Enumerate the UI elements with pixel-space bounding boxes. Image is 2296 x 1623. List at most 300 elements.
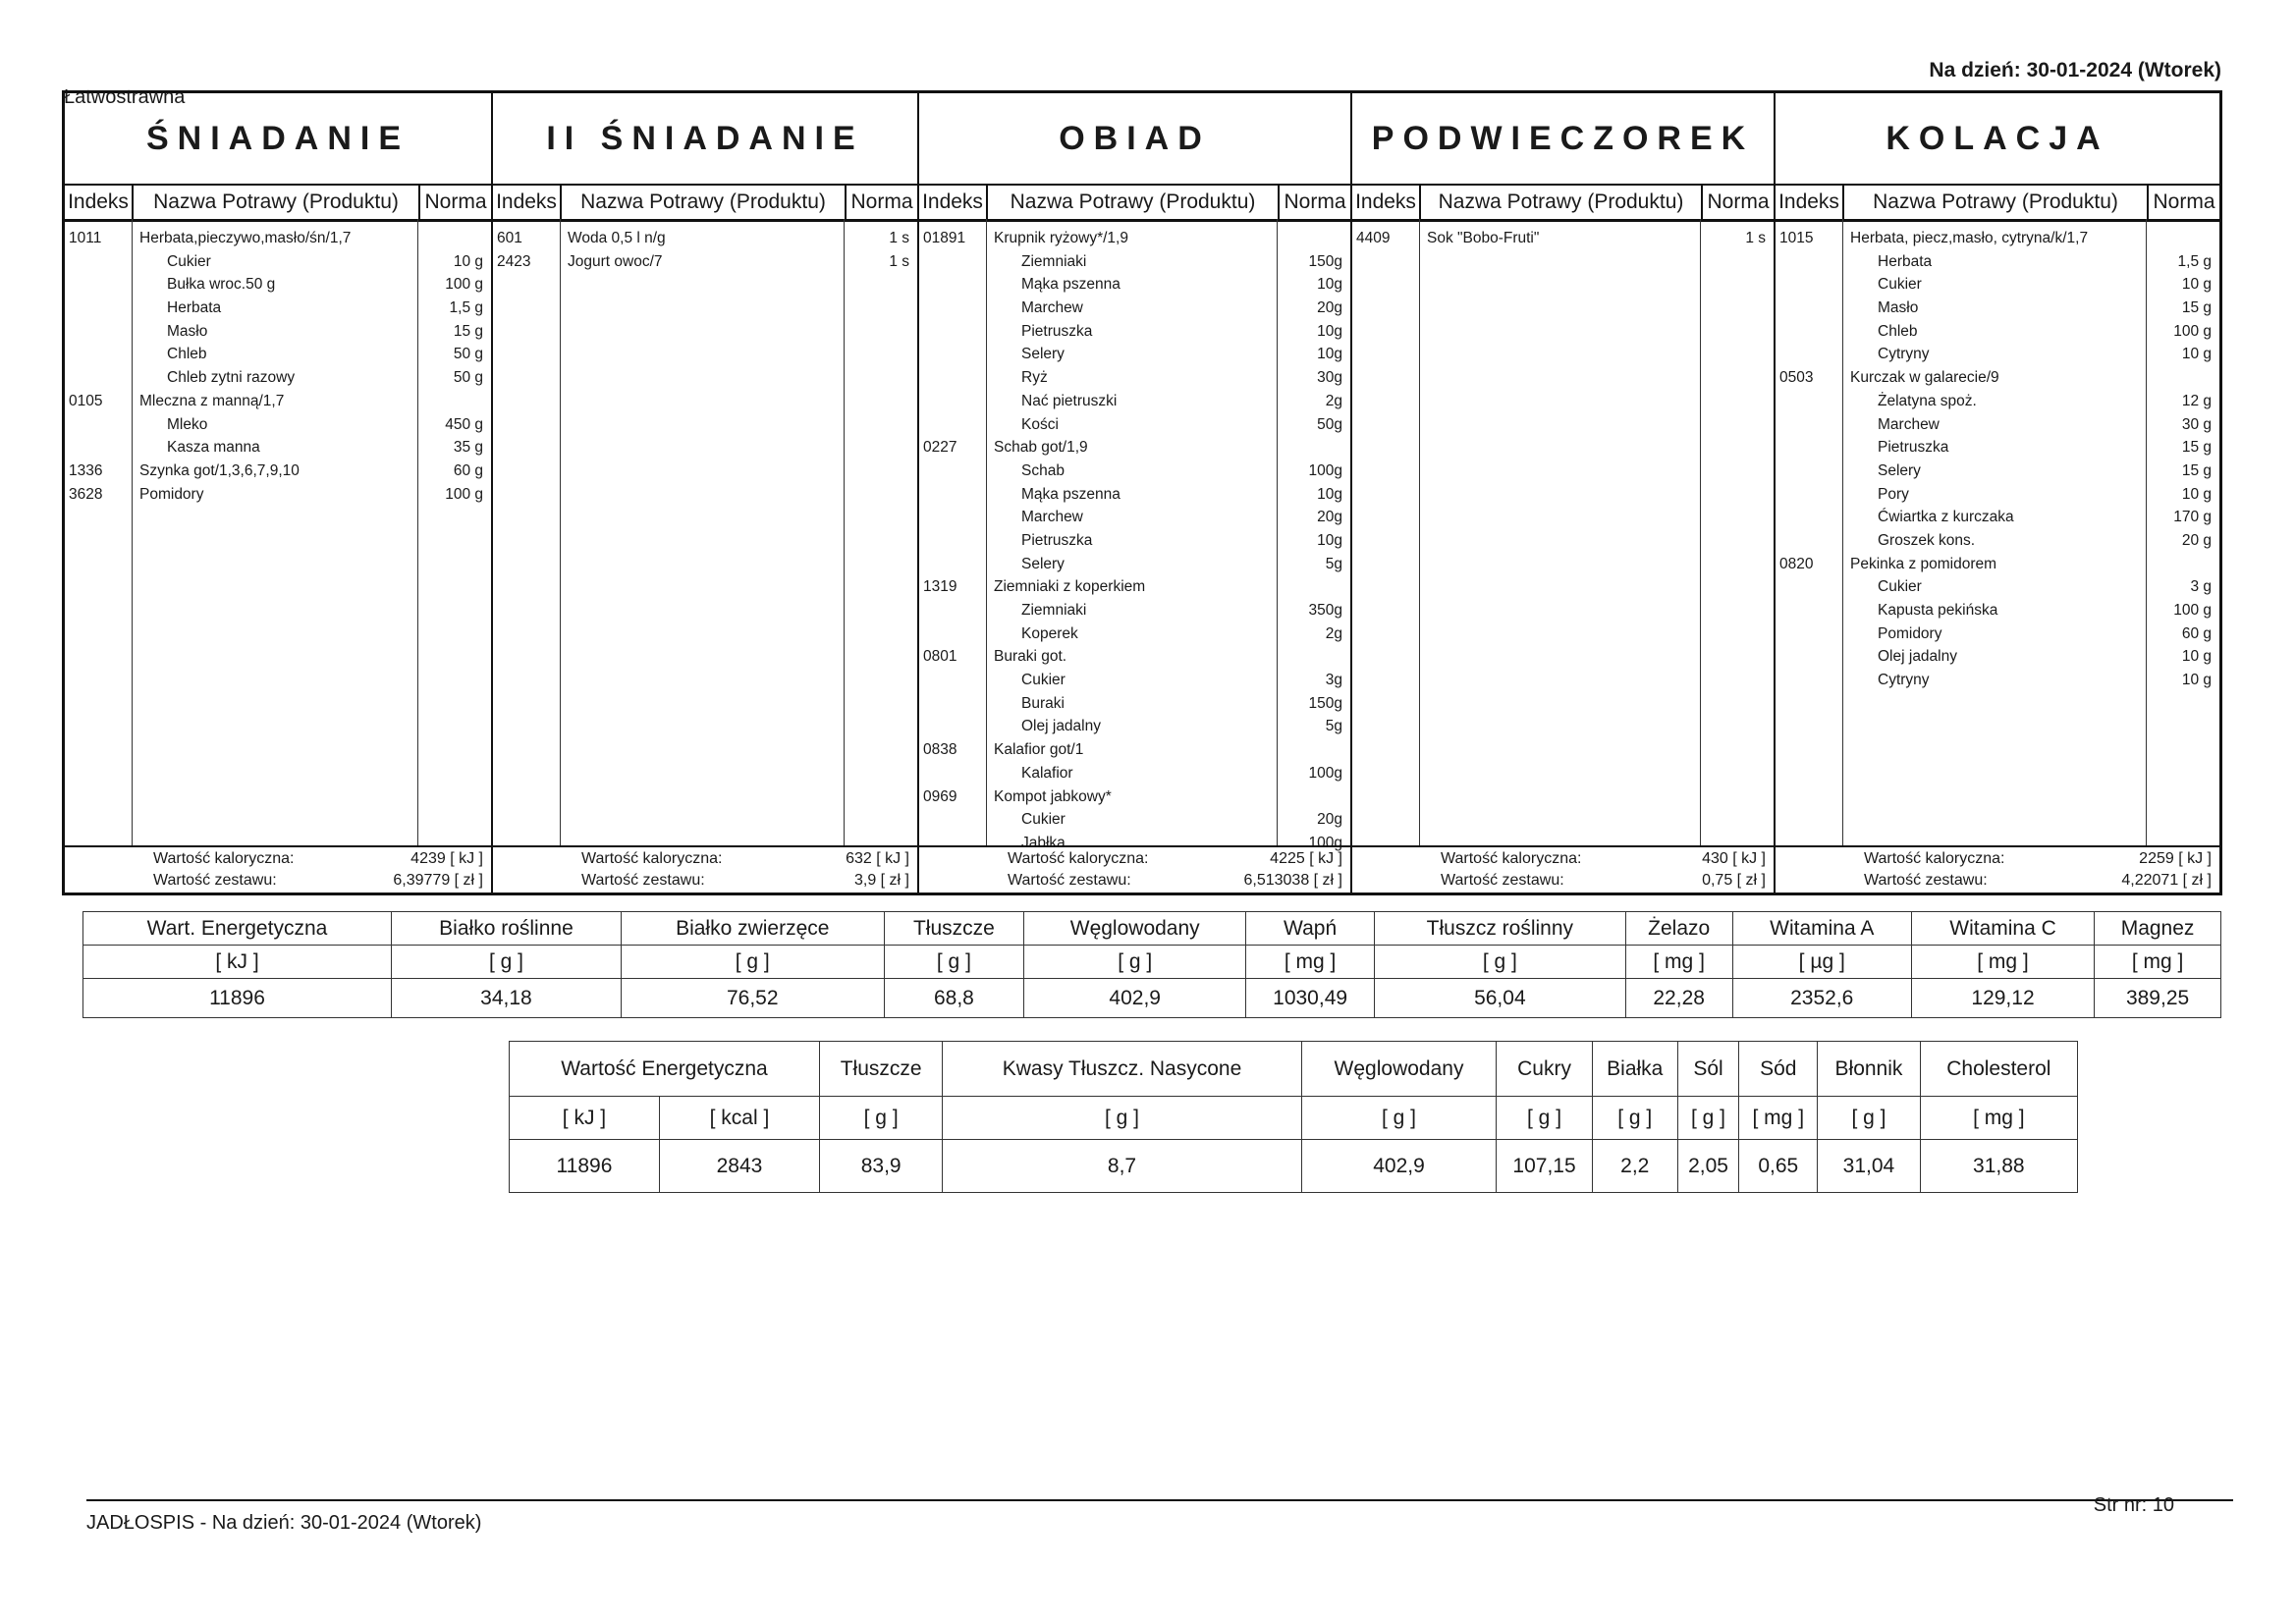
- header-index: Indeks: [68, 190, 129, 213]
- item-name: Masło: [167, 322, 208, 340]
- item-norm: 100 g: [445, 276, 483, 294]
- calorie-line: [1352, 848, 1774, 870]
- ingredient-row: [919, 483, 1350, 507]
- nutrient-cell: 11896: [83, 979, 392, 1018]
- item-index: 3628: [69, 485, 103, 503]
- dish-row: [919, 227, 1350, 250]
- calorie-value: 2259 [ kJ ]: [2139, 850, 2212, 867]
- item-norm: 100g: [1308, 461, 1342, 479]
- nutrient-cell: 34,18: [391, 979, 621, 1018]
- ingredient-row: [1776, 460, 2219, 483]
- item-list: [1352, 227, 1774, 250]
- header-index: Indeks: [496, 190, 557, 213]
- header-norm: Norma: [418, 186, 491, 219]
- item-name: Marchew: [1021, 509, 1083, 526]
- cost-label: Wartość zestawu:: [581, 872, 705, 889]
- nutrient-cell: 68,8: [884, 979, 1024, 1018]
- item-name: Marchew: [1878, 415, 1940, 433]
- item-name: Koperek: [1021, 624, 1078, 642]
- ingredient-row: [919, 599, 1350, 622]
- ingredient-row: [919, 320, 1350, 344]
- item-norm: 12 g: [2181, 392, 2212, 409]
- ingredient-row: [65, 366, 491, 390]
- facts-cell: 31,88: [1920, 1140, 2077, 1193]
- nutrient-cell: [ g ]: [621, 946, 884, 979]
- facts-cell: [ g ]: [1677, 1097, 1739, 1140]
- ingredient-row: [919, 808, 1350, 832]
- meal-title: OBIAD: [1059, 120, 1211, 157]
- item-name: Krupnik ryżowy*/1,9: [994, 230, 1128, 246]
- item-name: Jogurt owoc/7: [568, 252, 663, 270]
- nutrient-cell: Wapń: [1246, 912, 1375, 946]
- item-name: Chleb: [1878, 322, 1918, 340]
- item-norm: 15 g: [2181, 439, 2212, 457]
- item-name: Groszek kons.: [1878, 531, 1976, 549]
- nutrient-cell: [ mg ]: [1911, 946, 2094, 979]
- ingredient-row: [1776, 575, 2219, 599]
- nutrient-cell: 22,28: [1625, 979, 1732, 1018]
- item-name: Kalafior: [1021, 764, 1073, 782]
- item-index: 1011: [69, 230, 102, 246]
- item-name: Selery: [1878, 461, 1921, 479]
- column-headers: [493, 184, 917, 222]
- item-name: Kapusta pekińska: [1878, 602, 1998, 619]
- header-index: Indeks: [1355, 190, 1416, 213]
- column-divider: [1419, 219, 1420, 847]
- cost-label: Wartość zestawu:: [1864, 872, 1988, 889]
- item-norm: 10 g: [2181, 672, 2212, 689]
- facts-cell: [ mg ]: [1739, 1097, 1818, 1140]
- dish-row: [65, 227, 491, 250]
- item-index: 2423: [497, 252, 531, 270]
- header-norm: Norma: [2147, 186, 2219, 219]
- facts-cell: 8,7: [943, 1140, 1301, 1193]
- item-name: Ćwiartka z kurczaka: [1878, 509, 2014, 526]
- meal-totals: [919, 845, 1350, 893]
- ingredient-row: [1776, 390, 2219, 413]
- facts-cell: [ kJ ]: [510, 1097, 660, 1140]
- header-index: Indeks: [922, 190, 983, 213]
- facts-cell: 2843: [659, 1140, 819, 1193]
- ingredient-row: [1776, 529, 2219, 553]
- item-name: Marchew: [1021, 299, 1083, 317]
- nutrient-cell: 56,04: [1375, 979, 1626, 1018]
- item-list: [493, 227, 917, 273]
- item-norm: 20g: [1317, 811, 1342, 829]
- page-number: Str nr: 10: [2093, 1494, 2174, 1516]
- item-norm: 2g: [1325, 392, 1342, 409]
- item-norm: 350g: [1308, 602, 1342, 619]
- cost-label: Wartość zestawu:: [153, 872, 277, 889]
- item-name: Selery: [1021, 346, 1065, 363]
- item-name: Pietruszka: [1021, 531, 1093, 549]
- nutrient-cell: Wart. Energetyczna: [83, 912, 392, 946]
- nutrient-cell: Tłuszcze: [884, 912, 1024, 946]
- cost-value: 6,39779 [ zł ]: [393, 872, 483, 889]
- cost-line: [65, 870, 491, 892]
- ingredient-row: [919, 622, 1350, 646]
- item-index: 1319: [923, 578, 957, 596]
- item-norm: 35 g: [453, 439, 483, 457]
- ingredient-row: [1776, 297, 2219, 320]
- dish-row: [1776, 553, 2219, 576]
- item-norm: 10g: [1317, 531, 1342, 549]
- item-name: Cukier: [167, 252, 211, 270]
- item-index: 0969: [923, 787, 957, 805]
- item-index: 1336: [69, 461, 103, 479]
- cost-label: Wartość zestawu:: [1441, 872, 1564, 889]
- dish-row: [1352, 227, 1774, 250]
- item-name: Ryż: [1021, 369, 1048, 387]
- item-index: 0503: [1779, 369, 1814, 387]
- cost-value: 3,9 [ zł ]: [853, 872, 909, 889]
- meal-ii-sniadanie: [491, 93, 917, 893]
- item-norm: 3g: [1325, 672, 1342, 689]
- facts-cell: 2,05: [1677, 1140, 1739, 1193]
- ingredient-row: [65, 343, 491, 366]
- item-name: Ziemniaki: [1021, 602, 1087, 619]
- dish-row: [493, 250, 917, 274]
- item-norm: 60 g: [2181, 624, 2212, 642]
- nutrient-cell: 76,52: [621, 979, 884, 1018]
- nutrient-cell: Węglowodany: [1024, 912, 1246, 946]
- item-norm: 2g: [1325, 624, 1342, 642]
- item-name: Cytryny: [1878, 346, 1930, 363]
- ingredient-row: [1776, 250, 2219, 274]
- facts-cell: 11896: [510, 1140, 660, 1193]
- menu-table: [62, 90, 2222, 895]
- nutrient-cell: [ kJ ]: [83, 946, 392, 979]
- facts-header-row: [510, 1042, 2078, 1097]
- item-name: Kości: [1021, 415, 1059, 433]
- dish-row: [1776, 227, 2219, 250]
- ingredient-row: [1776, 436, 2219, 460]
- ingredient-row: [1776, 320, 2219, 344]
- facts-header: Sól: [1677, 1042, 1739, 1097]
- facts-cell: [ g ]: [1301, 1097, 1497, 1140]
- facts-cell: [ kcal ]: [659, 1097, 819, 1140]
- nutrient-cell: Tłuszcz roślinny: [1375, 912, 1626, 946]
- facts-cell: 2,2: [1592, 1140, 1677, 1193]
- item-list: [1776, 227, 2219, 692]
- facts-header: Błonnik: [1818, 1042, 1920, 1097]
- cost-line: [1776, 870, 2219, 892]
- item-norm: 30 g: [2181, 415, 2212, 433]
- meal-kolacja: [1774, 93, 2219, 893]
- item-name: Woda 0,5 l n/g: [568, 230, 666, 246]
- nutrient-cell: [ g ]: [1375, 946, 1626, 979]
- item-name: Pietruszka: [1878, 439, 1949, 457]
- item-name: Herbata: [1878, 252, 1933, 270]
- column-divider: [560, 219, 561, 847]
- nutrient-cell: 389,25: [2095, 979, 2221, 1018]
- ingredient-row: [919, 529, 1350, 553]
- item-name: Buraki: [1021, 694, 1065, 712]
- item-norm: 15 g: [453, 322, 483, 340]
- item-norm: 1,5 g: [2177, 252, 2212, 270]
- ingredient-row: [1776, 599, 2219, 622]
- item-norm: 100 g: [445, 485, 483, 503]
- ingredient-row: [919, 506, 1350, 529]
- item-index: 0801: [923, 648, 957, 666]
- item-norm: 1 s: [1745, 230, 1766, 246]
- dish-row: [919, 575, 1350, 599]
- ingredient-row: [1776, 669, 2219, 692]
- item-index: 601: [497, 230, 522, 246]
- item-name: Herbata: [167, 299, 222, 317]
- meal-totals: [493, 845, 917, 893]
- header-name: Nazwa Potrawy (Produktu): [132, 186, 418, 219]
- meal-podwieczorek: [1350, 93, 1774, 893]
- energy-header: Wartość Energetyczna: [510, 1042, 820, 1097]
- item-name: Pomidory: [139, 485, 204, 503]
- facts-header: Tłuszcze: [820, 1042, 943, 1097]
- item-index: 0820: [1779, 555, 1814, 572]
- ingredient-row: [919, 692, 1350, 716]
- facts-cell: 107,15: [1497, 1140, 1592, 1193]
- item-norm: 3 g: [2190, 578, 2212, 596]
- ingredient-row: [919, 250, 1350, 274]
- ingredient-row: [65, 250, 491, 274]
- ingredient-row: [919, 366, 1350, 390]
- cost-value: 4,22071 [ zł ]: [2121, 872, 2212, 889]
- item-norm: 10 g: [2181, 276, 2212, 294]
- ingredient-row: [1776, 343, 2219, 366]
- calorie-label: Wartość kaloryczna:: [581, 850, 723, 867]
- item-norm: 10g: [1317, 346, 1342, 363]
- meal-title: KOLACJA: [1886, 120, 2109, 157]
- ingredient-row: [919, 553, 1350, 576]
- nutrient-cell: [ mg ]: [2095, 946, 2221, 979]
- item-norm: 1,5 g: [449, 299, 483, 317]
- facts-cell: [ g ]: [1497, 1097, 1592, 1140]
- item-norm: 10 g: [2181, 648, 2212, 666]
- facts-row-units: [510, 1097, 2078, 1140]
- facts-cell: 31,04: [1818, 1140, 1920, 1193]
- item-name: Buraki got.: [994, 648, 1067, 666]
- calorie-line: [1776, 848, 2219, 870]
- item-name: Chleb: [167, 346, 207, 363]
- calorie-line: [919, 848, 1350, 870]
- calorie-label: Wartość kaloryczna:: [153, 850, 295, 867]
- nutrient-summary-table: [82, 911, 2221, 1018]
- item-name: Kalafior got/1: [994, 741, 1084, 759]
- header-name: Nazwa Potrawy (Produktu): [560, 186, 845, 219]
- calorie-line: [65, 848, 491, 870]
- item-name: Kurczak w galarecie/9: [1850, 369, 1999, 387]
- nutrient-cell: 2352,6: [1732, 979, 1911, 1018]
- header-date: Na dzień: 30-01-2024 (Wtorek): [1929, 59, 2221, 81]
- ingredient-row: [65, 297, 491, 320]
- item-name: Masło: [1878, 299, 1919, 317]
- dish-row: [65, 460, 491, 483]
- meal-totals: [1352, 845, 1774, 893]
- item-name: Mleko: [167, 415, 208, 433]
- dish-row: [65, 390, 491, 413]
- column-headers: [1352, 184, 1774, 222]
- calorie-label: Wartość kaloryczna:: [1441, 850, 1582, 867]
- item-list: [919, 227, 1350, 855]
- header-index: Indeks: [1778, 190, 1839, 213]
- item-name: Olej jadalny: [1878, 648, 1957, 666]
- nutrient-cell: Witamina A: [1732, 912, 1911, 946]
- cost-label: Wartość zestawu:: [1008, 872, 1131, 889]
- item-norm: 1 s: [889, 252, 909, 270]
- dish-row: [1776, 366, 2219, 390]
- header-name: Nazwa Potrawy (Produktu): [1419, 186, 1701, 219]
- meal-title: II ŚNIADANIE: [546, 120, 864, 157]
- nutrient-cell: [ g ]: [391, 946, 621, 979]
- item-norm: 50g: [1317, 415, 1342, 433]
- calorie-line: [493, 848, 917, 870]
- cost-value: 6,513038 [ zł ]: [1243, 872, 1342, 889]
- ingredient-row: [65, 413, 491, 437]
- ingredient-row: [1776, 273, 2219, 297]
- column-headers: [65, 184, 491, 222]
- facts-header: Węglowodany: [1301, 1042, 1497, 1097]
- item-norm: 30g: [1317, 369, 1342, 387]
- item-name: Ziemniaki: [1021, 252, 1087, 270]
- ingredient-row: [919, 297, 1350, 320]
- dish-row: [919, 738, 1350, 762]
- ingredient-row: [65, 320, 491, 344]
- facts-cell: [ g ]: [943, 1097, 1301, 1140]
- cost-value: 0,75 [ zł ]: [1702, 872, 1766, 889]
- ingredient-row: [1776, 413, 2219, 437]
- item-name: Olej jadalny: [1021, 718, 1101, 735]
- facts-cell: 402,9: [1301, 1140, 1497, 1193]
- item-index: 0227: [923, 439, 957, 457]
- column-headers: [1776, 184, 2219, 222]
- facts-header: Cukry: [1497, 1042, 1592, 1097]
- item-norm: 15 g: [2181, 299, 2212, 317]
- nutrition-facts-table: [509, 1041, 2078, 1193]
- nutrient-cell: [ g ]: [1024, 946, 1246, 979]
- item-norm: 60 g: [453, 461, 483, 479]
- nutrient-cell: [ g ]: [884, 946, 1024, 979]
- cost-line: [919, 870, 1350, 892]
- item-index: 1015: [1779, 230, 1814, 246]
- ingredient-row: [919, 343, 1350, 366]
- item-norm: 20g: [1317, 299, 1342, 317]
- item-name: Cukier: [1021, 672, 1066, 689]
- nutrient-row-values: [83, 979, 2221, 1018]
- nutrient-row-units: [83, 946, 2221, 979]
- ingredient-row: [919, 413, 1350, 437]
- ingredient-row: [1776, 645, 2219, 669]
- facts-header: Białka: [1592, 1042, 1677, 1097]
- footer-divider: [86, 1499, 2233, 1501]
- item-index: 0838: [923, 741, 957, 759]
- item-norm: 100 g: [2173, 602, 2212, 619]
- calorie-value: 430 [ kJ ]: [1702, 850, 1766, 867]
- item-name: Sok "Bobo-Fruti": [1427, 230, 1540, 246]
- calorie-value: 4225 [ kJ ]: [1270, 850, 1342, 867]
- facts-cell: [ g ]: [1592, 1097, 1677, 1140]
- item-name: Jabłka: [1021, 834, 1066, 851]
- calorie-label: Wartość kaloryczna:: [1008, 850, 1149, 867]
- item-name: Kompot jabkowy*: [994, 787, 1112, 805]
- ingredient-row: [919, 669, 1350, 692]
- facts-header: Sód: [1739, 1042, 1818, 1097]
- ingredient-row: [1776, 506, 2219, 529]
- facts-cell: [ mg ]: [1920, 1097, 2077, 1140]
- nutrient-row-headers: [83, 912, 2221, 946]
- item-norm: 10g: [1317, 485, 1342, 503]
- item-name: Chleb zytni razowy: [167, 369, 296, 387]
- item-norm: 20g: [1317, 509, 1342, 526]
- item-name: Pomidory: [1878, 624, 1942, 642]
- meal-obiad: [917, 93, 1350, 893]
- nutrient-cell: [ mg ]: [1625, 946, 1732, 979]
- item-index: 01891: [923, 230, 966, 246]
- item-name: Schab got/1,9: [994, 439, 1088, 457]
- item-name: Schab: [1021, 461, 1065, 479]
- header-name: Nazwa Potrawy (Produktu): [1842, 186, 2147, 219]
- item-norm: 10g: [1317, 322, 1342, 340]
- ingredient-row: [919, 715, 1350, 738]
- nutrient-cell: Witamina C: [1911, 912, 2094, 946]
- item-name: Herbata,pieczywo,masło/śn/1,7: [139, 230, 352, 246]
- item-norm: 20 g: [2181, 531, 2212, 549]
- calorie-value: 632 [ kJ ]: [846, 850, 909, 867]
- ingredient-row: [65, 436, 491, 460]
- meal-title: PODWIECZOREK: [1371, 120, 1755, 157]
- item-name: Bułka wroc.50 g: [167, 276, 276, 294]
- item-name: Pory: [1878, 485, 1909, 503]
- facts-cell: [ g ]: [820, 1097, 943, 1140]
- item-name: Cukier: [1878, 276, 1922, 294]
- calorie-value: 4239 [ kJ ]: [410, 850, 483, 867]
- meal-title: ŚNIADANIE: [145, 120, 410, 157]
- facts-cell: 0,65: [1739, 1140, 1818, 1193]
- cost-line: [1352, 870, 1774, 892]
- item-name: Szynka got/1,3,6,7,9,10: [139, 461, 300, 479]
- dish-row: [919, 645, 1350, 669]
- item-norm: 10 g: [2181, 485, 2212, 503]
- nutrient-cell: [ µg ]: [1732, 946, 1911, 979]
- facts-row-values: [510, 1140, 2078, 1193]
- item-norm: 15 g: [2181, 461, 2212, 479]
- item-norm: 450 g: [445, 415, 483, 433]
- facts-header: Kwasy Tłuszcz. Nasycone: [943, 1042, 1301, 1097]
- item-norm: 1 s: [889, 230, 909, 246]
- ingredient-row: [65, 273, 491, 297]
- column-divider: [1700, 219, 1701, 847]
- header-name: Nazwa Potrawy (Produktu): [986, 186, 1278, 219]
- facts-header: Cholesterol: [1920, 1042, 2077, 1097]
- item-name: Cukier: [1878, 578, 1922, 596]
- ingredient-row: [919, 762, 1350, 785]
- item-name: Pietruszka: [1021, 322, 1093, 340]
- header-norm: Norma: [1701, 186, 1774, 219]
- nutrient-cell: Białko roślinne: [391, 912, 621, 946]
- item-norm: 100g: [1308, 834, 1342, 851]
- item-norm: 50 g: [453, 346, 483, 363]
- dish-row: [919, 436, 1350, 460]
- item-name: Cukier: [1021, 811, 1066, 829]
- cost-line: [493, 870, 917, 892]
- nutrient-cell: 129,12: [1911, 979, 2094, 1018]
- item-norm: 50 g: [453, 369, 483, 387]
- column-headers: [919, 184, 1350, 222]
- item-name: Żelatyna spoż.: [1878, 392, 1977, 409]
- meal-totals: [1776, 845, 2219, 893]
- ingredient-row: [919, 460, 1350, 483]
- item-index: 0105: [69, 392, 103, 409]
- nutrient-cell: 402,9: [1024, 979, 1246, 1018]
- footer-title: JADŁOSPIS - Na dzień: 30-01-2024 (Wtorek): [86, 1512, 482, 1534]
